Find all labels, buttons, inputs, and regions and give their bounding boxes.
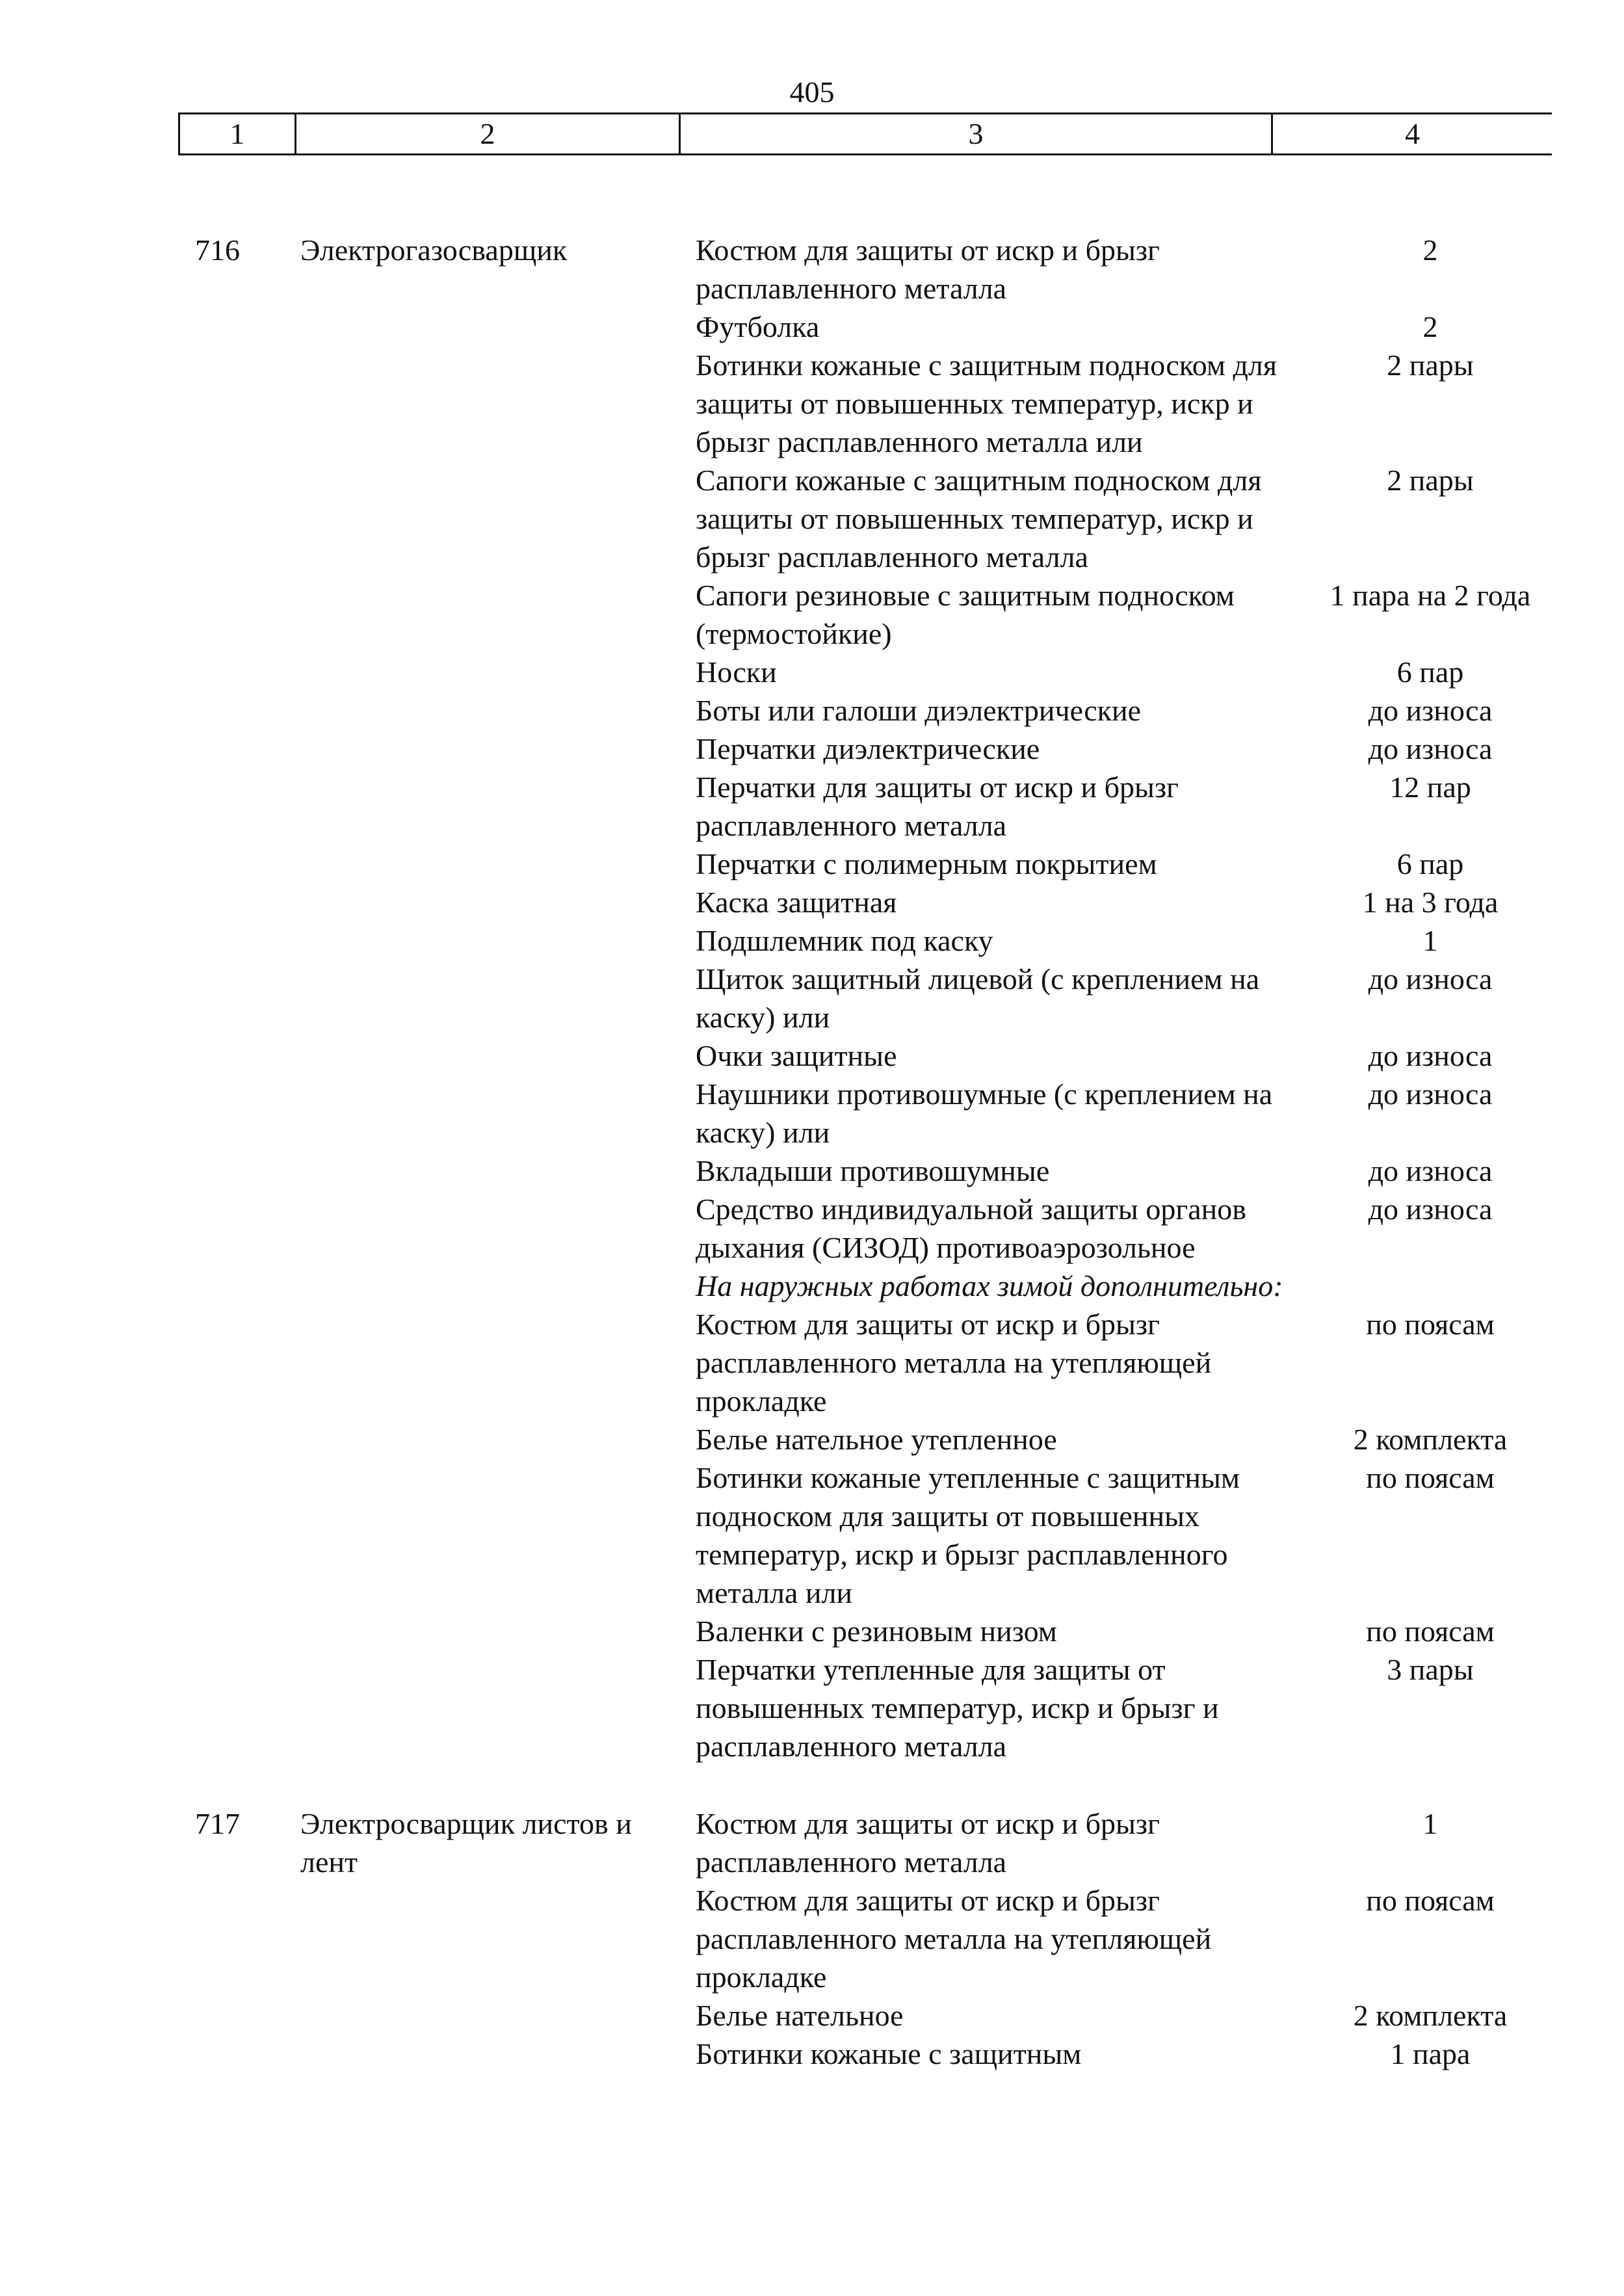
condition-note: На наружных работах зимой дополнительно: xyxy=(696,1269,1283,1302)
item-norm: 2 комплекта xyxy=(1353,1423,1508,1456)
item-name: Боты или галоши диэлектрические xyxy=(696,694,1142,727)
item-norm: по поясам xyxy=(1366,1884,1495,1917)
item-norm: 3 пары xyxy=(1387,1653,1474,1686)
items-list xyxy=(696,1804,1567,2073)
table-row xyxy=(696,231,1567,308)
table-section xyxy=(0,1804,1624,2073)
page-number: 405 xyxy=(789,75,835,109)
item-norm: 6 пар xyxy=(1396,655,1464,689)
table-row xyxy=(696,1036,1567,1075)
item-name: Ботинки кожаные утепленные с защитным подноском для защиты от повышенных температур, искр и брызг расплавленного металла или xyxy=(696,1461,1240,1609)
table-row xyxy=(696,2035,1567,2073)
item-norm: 2 пары xyxy=(1387,464,1474,497)
item-name: Костюм для защиты от искр и брызг расплавленного металла на утепляющей прокладке xyxy=(696,1308,1212,1418)
table-row xyxy=(696,461,1567,576)
table-body xyxy=(0,231,1624,2073)
item-name: Вкладыши противошумные xyxy=(696,1154,1050,1187)
item-norm: до износа xyxy=(1368,1039,1493,1072)
item-norm: 2 xyxy=(1422,233,1438,267)
item-name: Перчатки для защиты от искр и брызг расплавленного металла xyxy=(696,771,1179,842)
section-number: 717 xyxy=(195,1807,240,1840)
item-norm: по поясам xyxy=(1366,1461,1495,1494)
item-name: Носки xyxy=(696,655,777,689)
item-norm: до износа xyxy=(1368,1193,1493,1226)
item-name: Костюм для защиты от искр и брызг расплавленного металла на утепляющей прокладке xyxy=(696,1884,1212,1994)
table-row xyxy=(696,691,1567,730)
table-row xyxy=(696,1804,1567,1881)
section-number: 716 xyxy=(195,233,240,267)
table-row xyxy=(696,1881,1567,1996)
table-row xyxy=(696,1996,1567,2035)
item-name: Наушники противошумные (с креплением на каску) или xyxy=(696,1077,1273,1149)
item-name: Каска защитная xyxy=(696,886,897,919)
item-name: Подшлемник под каску xyxy=(696,924,993,957)
item-name: Валенки с резиновым низом xyxy=(696,1615,1057,1648)
item-name: Перчатки утепленные для защиты от повышенных температур, искр и брызг и расплавленного металла xyxy=(696,1653,1219,1763)
item-norm: 2 комплекта xyxy=(1353,1999,1508,2032)
item-norm: 6 пар xyxy=(1396,847,1464,880)
item-norm: 1 пара xyxy=(1390,2037,1471,2070)
item-name: Костюм для защиты от искр и брызг расплавленного металла xyxy=(696,1807,1160,1879)
table-row xyxy=(696,845,1567,883)
item-norm: по поясам xyxy=(1366,1615,1495,1648)
table-row xyxy=(696,1650,1567,1765)
column-header-1: 1 xyxy=(229,117,245,150)
item-norm: до износа xyxy=(1368,962,1493,996)
table-row xyxy=(696,1420,1567,1458)
table-row xyxy=(696,346,1567,461)
table-row xyxy=(696,1458,1567,1612)
item-norm: 1 на 3 года xyxy=(1362,886,1499,919)
item-name: Ботинки кожаные с защитным xyxy=(696,2037,1082,2070)
item-norm: 12 пар xyxy=(1389,771,1471,804)
item-name: Средство индивидуальной защиты органов дыхания (СИЗОД) противоаэрозольное xyxy=(696,1193,1246,1264)
item-name: Ботинки кожаные с защитным подноском для защиты от повышенных температур, искр и брызг расплавленного металла или xyxy=(696,349,1277,458)
table-row xyxy=(696,1305,1567,1420)
item-name: Белье нательное xyxy=(696,1999,904,2032)
item-norm: 1 пара на 2 года xyxy=(1329,579,1531,612)
table-section xyxy=(0,231,1624,1765)
column-header-2: 2 xyxy=(480,117,495,150)
table-row xyxy=(696,921,1567,960)
column-header-4: 4 xyxy=(1405,117,1420,150)
item-name: Белье нательное утепленное xyxy=(696,1423,1057,1456)
item-name: Перчатки диэлектрические xyxy=(696,732,1040,765)
item-norm: до износа xyxy=(1368,694,1493,727)
item-norm: 2 пары xyxy=(1387,349,1474,382)
item-name: Сапоги резиновые с защитным подноском (термостойкие) xyxy=(696,579,1235,650)
column-header-3: 3 xyxy=(968,117,984,150)
table-row xyxy=(696,653,1567,691)
item-name: Костюм для защиты от искр и брызг расплавленного металла xyxy=(696,233,1160,305)
table-row xyxy=(696,730,1567,768)
column-header-row xyxy=(178,112,1552,155)
item-norm: до износа xyxy=(1368,732,1493,765)
item-norm: по поясам xyxy=(1366,1308,1495,1341)
table-row xyxy=(696,883,1567,921)
item-name: Футболка xyxy=(696,310,820,343)
item-name: Сапоги кожаные с защитным подноском для защиты от повышенных температур, искр и брызг расплавленного металла xyxy=(696,464,1262,574)
table-row xyxy=(696,1152,1567,1190)
item-norm: до износа xyxy=(1368,1154,1493,1187)
item-norm: 1 xyxy=(1422,924,1438,957)
table-row xyxy=(696,1190,1567,1267)
item-name: Щиток защитный лицевой (с креплением на каску) или xyxy=(696,962,1260,1034)
item-norm: до износа xyxy=(1368,1077,1493,1111)
table-row xyxy=(696,960,1567,1036)
table-row xyxy=(696,308,1567,346)
items-list xyxy=(696,231,1567,1765)
table-row xyxy=(696,576,1567,653)
condition-note-row xyxy=(696,1267,1567,1305)
item-name: Перчатки с полимерным покрытием xyxy=(696,847,1157,880)
item-name: Очки защитные xyxy=(696,1039,897,1072)
item-norm: 1 xyxy=(1422,1807,1438,1840)
profession-name: Электрогазосварщик xyxy=(300,233,568,267)
table-row xyxy=(696,768,1567,845)
item-norm: 2 xyxy=(1422,310,1438,343)
profession-name: Электросварщик листов и лент xyxy=(300,1807,632,1879)
table-row xyxy=(696,1612,1567,1650)
table-row xyxy=(696,1075,1567,1152)
